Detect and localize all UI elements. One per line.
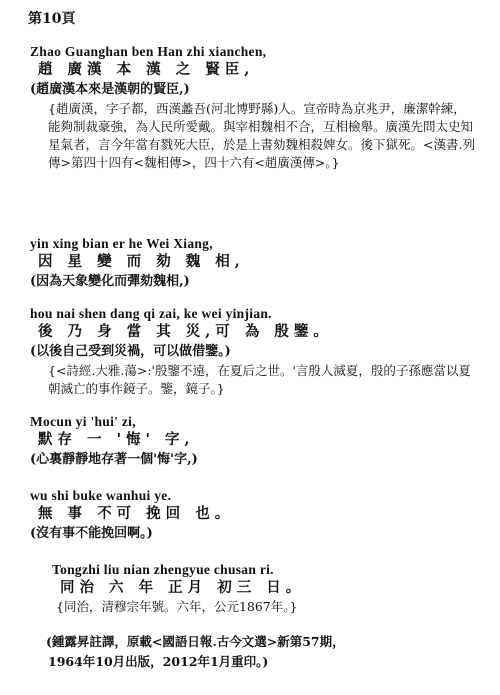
source-line-1: (鍾露昇註譯，原載<國語日報.古今文選>新第57期， xyxy=(46,634,345,649)
passage-block-1 xyxy=(30,44,486,172)
pinyin-line: Tongzhi liu nian zhengyue chusan ri. xyxy=(52,562,274,577)
translation-line: (以後自己受到災禍，可以做借鑒。) xyxy=(30,344,231,359)
pinyin-line: Mocun yi 'hui' zi, xyxy=(30,414,136,429)
passage-block-5 xyxy=(30,488,486,544)
annotation-note: {同治，清穆宗年號。六年，公元1867年。} xyxy=(56,599,298,614)
annotation-note: {<詩經.大雅.蕩>:'殷鑒不遠，在夏后之世。'言殷人滅夏，殷的子孫應當以夏朝滅亡的事作鏡子。鑒，鏡子。} xyxy=(48,363,471,396)
passage-block-4 xyxy=(30,414,486,470)
chinese-line: 因 星 變 而 劾 魏 相, xyxy=(38,253,245,270)
passage-block-6 xyxy=(52,562,486,616)
translation-line: (因為天象變化而彈劾魏相,) xyxy=(30,274,190,289)
pinyin-line: hou nai shen dang qi zai, ke wei yinjian. xyxy=(30,306,272,321)
annotation-note: {趙廣漢，字子都，西漢蠡吾(河北博野縣)人。宣帝時為京兆尹，廉潔幹練，能夠制裁豪強，為人民所愛戴。與宰相魏相不合，互相檢舉。廣漢先問太史知星氣者，言今年當有戮死大臣，於是上書劾魏相殺婢女。後下獄死。<漢書.列傳>第四十四有<魏相傳>，四十六有<趙廣漢傳>。} xyxy=(48,101,475,170)
source-citation xyxy=(38,632,486,672)
translation-line: (沒有事不能挽回啊。) xyxy=(30,526,153,541)
chinese-line: 趙 廣漢 本 漢 之 賢臣, xyxy=(38,61,255,78)
chinese-line: 默存 一 '悔' 字, xyxy=(38,431,195,448)
pinyin-line: yin xing bian er he Wei Xiang, xyxy=(30,236,213,251)
passage-block-2 xyxy=(30,236,486,292)
chinese-line: 後 乃 身 當 其 災,可 為 殷鑒。 xyxy=(38,323,333,340)
chinese-line: 同治 六 年 正月 初三 日。 xyxy=(60,579,306,596)
translation-line: (心裏靜靜地存著一個'悔'字,) xyxy=(30,452,198,467)
page-number: 第10頁 xyxy=(28,11,76,27)
passage-block-3 xyxy=(30,306,486,398)
source-line-2: 1964年10月出版，2012年1月重印。) xyxy=(48,654,269,669)
pinyin-line: Zhao Guanghan ben Han zhi xianchen, xyxy=(30,44,267,59)
chinese-line: 無 事 不可 挽回 也。 xyxy=(38,505,235,522)
translation-line: (趙廣漢本來是漢朝的賢臣,) xyxy=(30,82,190,97)
pinyin-line: wu shi buke wanhui ye. xyxy=(30,488,172,503)
